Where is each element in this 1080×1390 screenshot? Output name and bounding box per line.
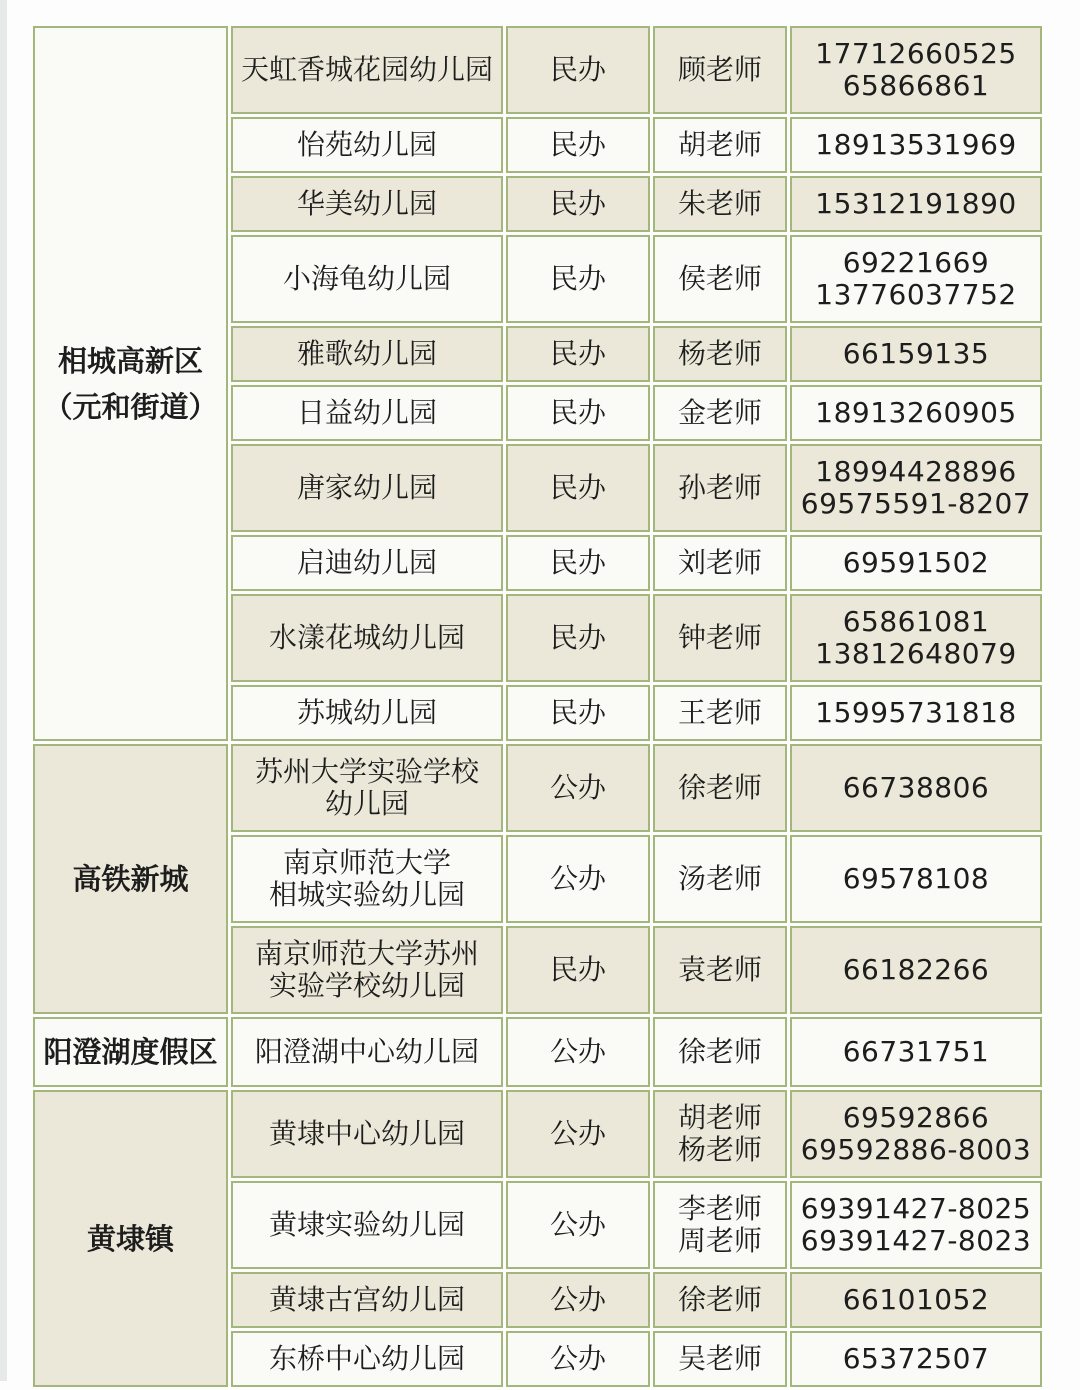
phone-cell-line: 69391427-8023 (800, 1224, 1032, 1257)
phone-cell (790, 326, 1042, 382)
kindergarten-name-cell-line: 小海龟幼儿园 (282, 262, 451, 295)
phone-cell-line: 66159135 (842, 337, 990, 370)
kindergarten-name-cell-line: 黄埭中心幼儿园 (268, 1117, 465, 1150)
school-type-cell: 民办 (506, 385, 650, 441)
kindergarten-name-cell-line: 雅歌幼儿园 (296, 337, 437, 370)
teacher-cell-line: 徐老师 (677, 1283, 762, 1316)
teacher-cell (653, 176, 787, 232)
kindergarten-name-cell-line: 启迪幼儿园 (296, 546, 437, 579)
teacher-cell-line: 徐老师 (677, 1035, 762, 1068)
teacher-cell-line: 孙老师 (677, 471, 762, 504)
kindergarten-name-cell (231, 444, 503, 532)
teacher-cell-line: 朱老师 (677, 187, 762, 220)
kindergarten-name-cell-line: 阳澄湖中心幼儿园 (254, 1035, 479, 1068)
phone-cell-line: 69391427-8025 (800, 1192, 1032, 1225)
district-name-line: 黄埭镇 (86, 1221, 174, 1256)
phone-cell (790, 235, 1042, 323)
phone-cell-line: 69592886-8003 (800, 1133, 1032, 1166)
teacher-cell-line: 胡老师 (677, 128, 762, 161)
kindergarten-name-cell (231, 835, 503, 923)
kindergarten-name-cell-line: 唐家幼儿园 (296, 471, 437, 504)
school-type-cell: 公办 (506, 1331, 650, 1387)
phone-cell (790, 385, 1042, 441)
phone-cell-line: 18913531969 (815, 128, 1017, 161)
school-type-cell: 公办 (506, 1090, 650, 1178)
teacher-cell-line: 徐老师 (677, 771, 762, 804)
kindergarten-name-cell (231, 685, 503, 741)
teacher-cell (653, 1181, 787, 1269)
phone-cell-line: 15995731818 (815, 696, 1017, 729)
teacher-cell (653, 1017, 787, 1087)
teacher-cell (653, 444, 787, 532)
kindergarten-name-cell (231, 1017, 503, 1087)
phone-cell-line: 65372507 (842, 1342, 990, 1375)
school-type-cell: 公办 (506, 1181, 650, 1269)
phone-cell (790, 1181, 1042, 1269)
phone-cell-line: 65866861 (842, 69, 990, 102)
kindergarten-contact-table (30, 23, 1045, 1390)
teacher-cell-line: 顾老师 (677, 53, 762, 86)
school-type-cell: 公办 (506, 744, 650, 832)
phone-cell (790, 835, 1042, 923)
kindergarten-name-cell-line: 天虹香城花园幼儿园 (240, 53, 493, 86)
teacher-cell (653, 594, 787, 682)
school-type-cell: 公办 (506, 835, 650, 923)
phone-cell (790, 1331, 1042, 1387)
phone-cell (790, 594, 1042, 682)
school-type-cell: 民办 (506, 117, 650, 173)
kindergarten-name-cell-line: 苏城幼儿园 (296, 696, 437, 729)
phone-cell (790, 1090, 1042, 1178)
teacher-cell (653, 1272, 787, 1328)
phone-cell-line: 17712660525 (815, 37, 1017, 70)
kindergarten-name-cell (231, 1272, 503, 1328)
kindergarten-name-cell-line: 黄埭古宫幼儿园 (268, 1283, 465, 1316)
teacher-cell-line: 汤老师 (677, 862, 762, 895)
kindergarten-name-cell-line: 日益幼儿园 (296, 396, 437, 429)
phone-cell-line: 66182266 (842, 953, 990, 986)
teacher-cell (653, 535, 787, 591)
table-row (33, 26, 1042, 114)
phone-cell (790, 1017, 1042, 1087)
phone-cell-line: 66101052 (842, 1283, 990, 1316)
teacher-cell (653, 385, 787, 441)
kindergarten-name-cell (231, 385, 503, 441)
phone-cell-line: 66731751 (842, 1035, 990, 1068)
phone-cell-line: 69578108 (842, 862, 990, 895)
school-type-cell: 民办 (506, 235, 650, 323)
teacher-cell-line: 杨老师 (677, 337, 762, 370)
teacher-cell-line: 钟老师 (677, 621, 762, 654)
kindergarten-name-cell (231, 1090, 503, 1178)
phone-cell-line: 15312191890 (815, 187, 1017, 220)
school-type-cell: 民办 (506, 326, 650, 382)
school-type-cell: 民办 (506, 594, 650, 682)
district-name-line: 阳澄湖度假区 (43, 1035, 218, 1069)
teacher-cell (653, 744, 787, 832)
teacher-cell-line: 李老师 (677, 1192, 762, 1225)
kindergarten-name-cell (231, 235, 503, 323)
kindergarten-name-cell-line: 相城实验幼儿园 (268, 878, 465, 911)
teacher-cell-line: 王老师 (677, 696, 762, 729)
teacher-cell (653, 26, 787, 114)
school-type-cell: 民办 (506, 444, 650, 532)
teacher-cell (653, 1090, 787, 1178)
kindergarten-name-cell (231, 326, 503, 382)
kindergarten-name-cell (231, 1181, 503, 1269)
phone-cell-line: 13776037752 (815, 278, 1017, 311)
phone-cell-line: 69221669 (842, 246, 990, 279)
school-type-cell: 民办 (506, 926, 650, 1014)
school-type-cell: 民办 (506, 685, 650, 741)
school-type-cell: 公办 (506, 1017, 650, 1087)
table-row (33, 744, 1042, 832)
district-name-line: 高铁新城 (72, 862, 189, 896)
kindergarten-name-cell-line: 南京师范大学 (282, 846, 451, 879)
teacher-cell (653, 685, 787, 741)
phone-cell (790, 685, 1042, 741)
district-name-line: （元和街道） (43, 389, 218, 424)
kindergarten-name-cell-line: 华美幼儿园 (296, 187, 437, 220)
kindergarten-name-cell-line: 南京师范大学苏州 (254, 937, 479, 970)
kindergarten-name-cell (231, 26, 503, 114)
teacher-cell-line: 胡老师 (677, 1101, 762, 1134)
school-type-cell: 公办 (506, 1272, 650, 1328)
district-cell (33, 744, 228, 1014)
kindergarten-name-cell (231, 176, 503, 232)
school-type-cell: 民办 (506, 535, 650, 591)
phone-cell (790, 535, 1042, 591)
phone-cell-line: 65861081 (842, 605, 990, 638)
teacher-cell (653, 835, 787, 923)
teacher-cell-line: 袁老师 (677, 953, 762, 986)
kindergarten-name-cell-line: 苏州大学实验学校 (254, 755, 479, 788)
kindergarten-name-cell (231, 744, 503, 832)
phone-cell (790, 176, 1042, 232)
teacher-cell-line: 刘老师 (677, 546, 762, 579)
district-cell (33, 1017, 228, 1087)
teacher-cell-line: 侯老师 (677, 262, 762, 295)
kindergarten-name-cell (231, 926, 503, 1014)
kindergarten-name-cell (231, 594, 503, 682)
kindergarten-name-cell-line: 怡苑幼儿园 (296, 128, 437, 161)
district-name-line: 相城高新区 (57, 343, 203, 378)
table-row (33, 1090, 1042, 1178)
kindergarten-name-cell (231, 1331, 503, 1387)
teacher-cell-line: 吴老师 (677, 1342, 762, 1375)
phone-cell (790, 26, 1042, 114)
kindergarten-name-cell-line: 水漾花城幼儿园 (268, 621, 465, 654)
phone-cell (790, 117, 1042, 173)
phone-cell-line: 69592866 (842, 1101, 990, 1134)
phone-cell (790, 444, 1042, 532)
teacher-cell (653, 235, 787, 323)
phone-cell-line: 13812648079 (815, 637, 1017, 670)
teacher-cell-line: 杨老师 (677, 1133, 762, 1166)
phone-cell (790, 1272, 1042, 1328)
phone-cell-line: 69591502 (842, 546, 990, 579)
district-cell (33, 26, 228, 741)
kindergarten-name-cell (231, 117, 503, 173)
table-row (33, 1017, 1042, 1087)
phone-cell (790, 926, 1042, 1014)
kindergarten-name-cell-line: 黄埭实验幼儿园 (268, 1208, 465, 1241)
school-type-cell: 民办 (506, 176, 650, 232)
teacher-cell-line: 金老师 (677, 396, 762, 429)
phone-cell-line: 66738806 (842, 771, 990, 804)
teacher-cell (653, 117, 787, 173)
school-type-cell: 民办 (506, 26, 650, 114)
kindergarten-name-cell-line: 幼儿园 (324, 787, 409, 820)
page-left-edge (0, 0, 7, 1381)
phone-cell-line: 18994428896 (815, 455, 1017, 488)
teacher-cell (653, 326, 787, 382)
phone-cell (790, 744, 1042, 832)
kindergarten-name-cell (231, 535, 503, 591)
kindergarten-name-cell-line: 实验学校幼儿园 (268, 969, 465, 1002)
teacher-cell (653, 926, 787, 1014)
phone-cell-line: 69575591-8207 (800, 487, 1032, 520)
kindergarten-name-cell-line: 东桥中心幼儿园 (268, 1342, 465, 1375)
teacher-cell-line: 周老师 (677, 1224, 762, 1257)
district-cell (33, 1090, 228, 1387)
phone-cell-line: 18913260905 (815, 396, 1017, 429)
teacher-cell (653, 1331, 787, 1387)
